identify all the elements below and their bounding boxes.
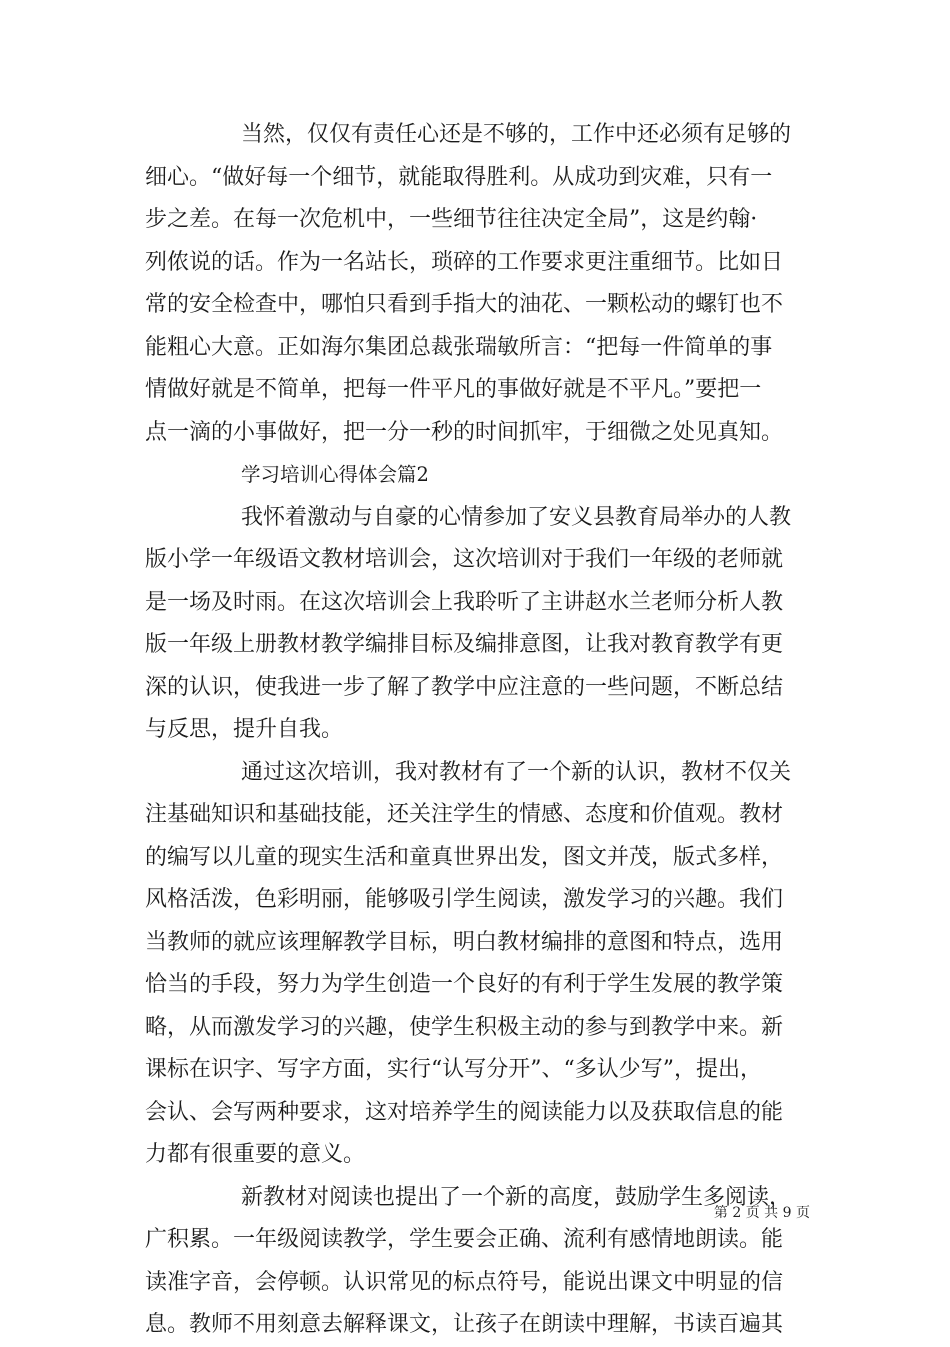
text-line: 略，从而激发学习的兴趣，使学生积极主动的参与到教学中来。新 bbox=[145, 1014, 784, 1040]
page-footer bbox=[0, 1203, 810, 1223]
text-line: 当然，仅仅有责任心还是不够的，工作中还必须有足够的 bbox=[241, 122, 792, 147]
paragraph-2 bbox=[145, 497, 825, 752]
text-line: 会认、会写两种要求，这对培养学生的阅读能力以及获取信息的能 bbox=[145, 1099, 784, 1125]
text-line: 当教师的就应该理解教学目标，明白教材编排的意图和特点，选用 bbox=[145, 929, 784, 955]
section-heading: 学习培训心得体会篇2 bbox=[241, 463, 429, 486]
text-line: 恰当的手段，努力为学生创造一个良好的有利于学生发展的教学策 bbox=[145, 972, 784, 997]
text-line: 列侬说的话。作为一名站长，琐碎的工作要求更注重细节。比如日 bbox=[145, 249, 784, 275]
text-line: 版一年级上册教材教学编排目标及编排意图，让我对教育教学有更 bbox=[145, 632, 784, 657]
page-number-label: 第 2 页 共 9 页 bbox=[713, 1205, 810, 1221]
text-line: 深的认识，使我进一步了解了教学中应注意的一些问题，不断总结 bbox=[145, 674, 784, 700]
text-line: 是一场及时雨。在这次培训会上我聆听了主讲赵水兰老师分析人教 bbox=[145, 589, 784, 615]
paragraph-1 bbox=[145, 114, 825, 454]
text-line: 新教材对阅读也提出了一个新的高度，鼓励学生多阅读， bbox=[241, 1184, 792, 1210]
text-line: 点一滴的小事做好，把一分一秒的时间抓牢，于细微之处见真知。 bbox=[145, 419, 784, 445]
document-body bbox=[145, 114, 825, 1347]
text-line: 读准字音，会停顿。认识常见的标点符号，能说出课文中明显的信 bbox=[145, 1269, 784, 1295]
text-line: 课标在识字、写字方面，实行“认写分开”、“多认少写”，提出， bbox=[145, 1057, 762, 1082]
text-line: 版小学一年级语文教材培训会，这次培训对于我们一年级的老师就 bbox=[145, 547, 784, 572]
text-line: 常的安全检查中，哪怕只看到手指大的油花、一颗松动的螺钉也不 bbox=[145, 292, 784, 317]
text-line: 风格活泼，色彩明丽，能够吸引学生阅读，激发学习的兴趣。我们 bbox=[145, 887, 784, 912]
text-line: 能粗心大意。正如海尔集团总裁张瑞敏所言：“把每一件简单的事 bbox=[145, 334, 773, 360]
paragraph-3 bbox=[145, 752, 825, 1177]
text-line: 我怀着激动与自豪的心情参加了安义县教育局举办的人教 bbox=[241, 504, 792, 530]
text-line: 注基础知识和基础技能，还关注学生的情感、态度和价值观。教材 bbox=[145, 802, 784, 827]
text-line: 步之差。在每一次危机中，一些细节往往决定全局”，这是约翰· bbox=[145, 207, 758, 232]
text-line: 情做好就是不简单，把每一件平凡的事做好就是不平凡。”要把一 bbox=[145, 377, 762, 402]
text-line: 与反思，提升自我。 bbox=[145, 717, 344, 742]
text-line: 力都有很重要的意义。 bbox=[145, 1142, 366, 1167]
text-line: 细心。“做好每一个细节，就能取得胜利。从成功到灾难，只有一 bbox=[145, 164, 773, 190]
text-line: 通过这次培训，我对教材有了一个新的认识，教材不仅关 bbox=[241, 759, 792, 785]
text-line: 的编写以儿童的现实生活和童真世界出发，图文并茂，版式多样， bbox=[145, 844, 784, 870]
text-line: 息。教师不用刻意去解释课文，让孩子在朗读中理解，书读百遍其 bbox=[145, 1312, 784, 1337]
paragraph-4 bbox=[145, 1177, 825, 1347]
text-line: 广积累。一年级阅读教学，学生要会正确、流利有感情地朗读。能 bbox=[145, 1227, 784, 1252]
